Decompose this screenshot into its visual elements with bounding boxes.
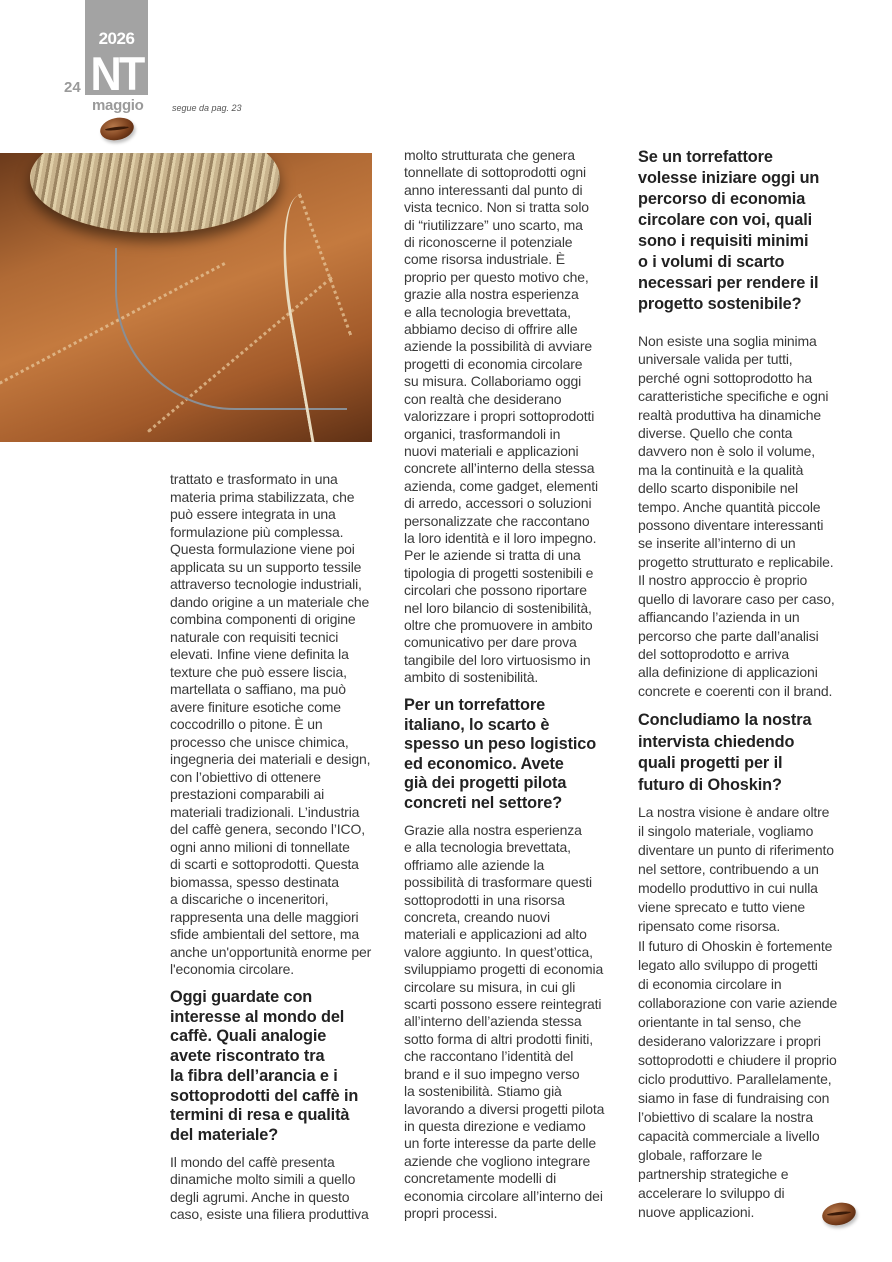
- text-line: valore aggiunto. In quest’ottica,: [404, 943, 593, 960]
- text-line: orientante in tal senso, che: [638, 1014, 802, 1030]
- text-line: grazie alla nostra esperienza: [404, 286, 579, 303]
- text-line: materiali tradizionali. L’industria: [170, 803, 360, 820]
- text-line: di economia circolare in: [638, 976, 782, 992]
- page-number: 24: [64, 79, 81, 96]
- text-line: personalizzate che raccontano: [404, 512, 590, 529]
- text-line: o i volumi di scarto: [638, 253, 785, 271]
- text-line: sviluppiamo progetti di economia: [404, 961, 604, 978]
- col3-body3: [638, 937, 863, 1222]
- text-line: materiali e applicazioni ad alto: [404, 926, 587, 943]
- leather-stitching-photo: [0, 153, 372, 442]
- text-line: ogni anno milioni di tonnellate: [170, 838, 350, 855]
- text-line: concretamente modelli di: [404, 1170, 557, 1187]
- text-line: Il futuro di Ohoskin è fortemente: [638, 938, 833, 954]
- text-line: in questa direzione e vediamo: [404, 1117, 586, 1134]
- text-line: concreti nel settore?: [404, 793, 563, 812]
- text-line: progetto strutturato e replicabile.: [638, 553, 834, 570]
- text-line: volesse iniziare oggi un: [638, 169, 820, 187]
- coffee-bean-icon: [98, 115, 136, 144]
- text-line: azienda, come gadget, elementi: [404, 477, 598, 494]
- text-line: offriamo alle aziende la: [404, 856, 545, 873]
- text-line: circolari che possono riportare: [404, 582, 587, 599]
- text-line: italiano, lo scarto è: [404, 715, 550, 734]
- text-line: un forte interesse da parte delle: [404, 1135, 596, 1152]
- text-line: sfide ambientali del settore, ma: [170, 926, 359, 942]
- text-line: ciclo produttivo. Parallelamente,: [638, 1071, 832, 1087]
- text-line: tempo. Anche quantità piccole: [638, 498, 821, 515]
- text-line: abbiamo deciso di offrire alle: [404, 321, 578, 338]
- text-line: Per le aziende si tratta di una: [404, 547, 581, 564]
- text-line: Il nostro approccio è proprio: [638, 572, 808, 589]
- text-line: sottoprodotti in una risorsa: [404, 891, 565, 908]
- text-line: ingegneria dei materiali e design,: [170, 751, 371, 767]
- text-line: economia circolare all’interno dei: [404, 1187, 603, 1204]
- text-line: sotto forma di altri prodotti finiti,: [404, 1030, 593, 1047]
- text-line: Per un torrefattore: [404, 696, 546, 714]
- text-line: texture che può essere liscia,: [170, 663, 347, 680]
- text-line: affiancando l’azienda in un: [638, 609, 800, 626]
- text-line: naturale con requisiti tecnici: [170, 628, 339, 645]
- text-line: materia prima stabilizzata, che: [170, 488, 355, 505]
- text-line: elevati. Infine viene definita la: [170, 646, 349, 662]
- col2-body1: [404, 147, 629, 687]
- text-line: necessari per rendere il: [638, 274, 819, 292]
- text-line: sottoprodotti e chiudere il proprio: [638, 1052, 837, 1068]
- text-line: valorizzare i propri sottoprodotti: [404, 408, 595, 425]
- text-line: su misura. Collaboriamo oggi: [404, 373, 582, 390]
- col1-body1: [170, 471, 395, 979]
- text-line: ambito di sostenibilità.: [404, 669, 539, 686]
- text-line: formulazione più complessa.: [170, 523, 344, 540]
- text-line: siamo in fase di fundraising con: [638, 1090, 830, 1106]
- text-line: la fibra dell’arancia e i: [170, 1066, 338, 1085]
- text-line: vista tecnico. Non si tratta solo: [404, 199, 589, 216]
- text-line: nuove applicazioni.: [638, 1204, 755, 1220]
- yarn-spool: [30, 153, 280, 233]
- text-line: rappresenta una delle maggiori: [170, 908, 359, 925]
- text-line: ma la continuità e la qualità: [638, 461, 804, 478]
- text-line: la loro identità e il loro impegno.: [404, 529, 597, 546]
- text-line: concrete all’interno della stessa: [404, 460, 595, 477]
- text-line: capacità commerciale a livello: [638, 1128, 820, 1144]
- text-line: l’obiettivo di scalare la nostra: [638, 1109, 813, 1125]
- text-line: caratteristiche specifiche e ogni: [638, 388, 829, 405]
- text-line: modello produttivo in cui nulla: [638, 880, 818, 896]
- text-line: progetti di economia circolare: [404, 355, 583, 372]
- text-line: nuovi materiali e applicazioni: [404, 442, 579, 459]
- text-line: aziende la possibilità di avviare: [404, 338, 593, 355]
- text-line: Non esiste una soglia minima: [638, 333, 817, 349]
- text-line: l'economia circolare.: [170, 961, 295, 977]
- text-line: Il mondo del caffè presenta: [170, 1154, 335, 1170]
- text-line: concrete e coerenti con il brand.: [638, 682, 833, 699]
- text-line: aziende che vogliono integrare: [404, 1152, 591, 1169]
- text-line: Oggi guardate con: [170, 988, 313, 1006]
- col1-body2: [170, 1154, 395, 1223]
- text-line: di scarti e sottoprodotti. Questa: [170, 856, 359, 872]
- text-line: comunicativo per dare prova: [404, 634, 577, 651]
- text-line: diverse. Quello che conta: [638, 425, 793, 442]
- text-line: coccodrillo o pitone. È un: [170, 716, 323, 732]
- text-line: accelerare lo sviluppo di: [638, 1185, 785, 1201]
- text-line: spesso un peso logistico: [404, 735, 597, 754]
- text-line: tipologia di progetti sostenibili e: [404, 564, 594, 581]
- text-line: il singolo materiale, vogliamo: [638, 823, 814, 839]
- text-line: diventare un punto di riferimento: [638, 842, 834, 858]
- text-line: nel loro bilancio di sostenibilità,: [404, 599, 592, 616]
- text-line: oltre che promuovere in ambito: [404, 616, 593, 633]
- text-line: molto strutturata che genera: [404, 147, 575, 163]
- col1-question1: [170, 988, 395, 1146]
- text-line: termini di resa e qualità: [170, 1106, 350, 1125]
- text-line: se inserite all’interno di un: [638, 535, 796, 552]
- col2-body2: [404, 822, 629, 1222]
- text-line: Se un torrefattore: [638, 148, 773, 166]
- text-line: processo che unisce chimica,: [170, 733, 349, 750]
- text-line: che raccontano l’identità del: [404, 1048, 574, 1065]
- text-line: del materiale?: [170, 1125, 279, 1144]
- col3-body1: [638, 332, 863, 700]
- col2-question1: [404, 696, 629, 814]
- text-line: intervista chiedendo: [638, 732, 795, 751]
- text-line: universale valida per tutti,: [638, 351, 793, 368]
- text-line: alla definizione di applicazioni: [638, 664, 818, 681]
- text-line: circolare su misura, in cui gli: [404, 978, 576, 995]
- continued-from-note: segue da pag. 23: [172, 103, 242, 113]
- masthead-year: 2026: [98, 29, 135, 48]
- text-line: martellata o saffiano, ma può: [170, 681, 346, 697]
- text-line: sottoprodotti del caffè in: [170, 1086, 359, 1105]
- text-line: con l’obiettivo di ottenere: [170, 768, 321, 785]
- text-line: dando origine a un materiale che: [170, 593, 370, 610]
- text-line: a discariche o inceneritori,: [170, 891, 329, 907]
- text-line: concreta, creando nuovi: [404, 909, 550, 926]
- text-line: avere finiture esotiche come: [170, 698, 341, 715]
- text-line: caso, esiste una filiera produttiva: [170, 1205, 369, 1222]
- text-line: già dei progetti pilota: [404, 774, 567, 793]
- text-line: del sottoprodotto e arriva: [638, 645, 789, 662]
- text-line: Concludiamo la nostra: [638, 711, 812, 729]
- text-line: interesse al mondo del: [170, 1007, 345, 1026]
- text-line: proprio per questo motivo che,: [404, 268, 589, 285]
- text-line: prestazioni comparabili ai: [170, 786, 325, 802]
- text-line: biomassa, spesso destinata: [170, 873, 339, 890]
- text-line: organici, trasformandoli in: [404, 425, 561, 442]
- col3-question2: [638, 710, 863, 797]
- text-line: ripensato come risorsa.: [638, 918, 781, 934]
- col3-body2: [638, 803, 863, 936]
- text-line: applicata su un supporto tessile: [170, 558, 362, 575]
- text-line: la sostenibilità. Stiamo già: [404, 1083, 562, 1100]
- text-line: globale, rafforzare le: [638, 1147, 763, 1163]
- text-line: trattato e trasformato in una: [170, 471, 338, 487]
- masthead-logo: [85, 0, 148, 100]
- text-line: anche un'opportunità enorme per: [170, 943, 372, 960]
- text-line: lavorando a diversi progetti pilota: [404, 1100, 605, 1117]
- text-line: come risorsa industriale. È: [404, 251, 565, 268]
- text-line: può essere integrata in una: [170, 506, 336, 522]
- text-line: circolare con voi, quali: [638, 211, 813, 229]
- text-line: del caffè genera, secondo l’ICO,: [170, 821, 365, 837]
- col3-question1: [638, 147, 863, 315]
- text-line: caffè. Quali analogie: [170, 1027, 327, 1046]
- text-line: all’interno dell’azienda stessa: [404, 1013, 582, 1030]
- text-line: di arredo, accessori o soluzioni: [404, 495, 592, 512]
- text-line: anno interessanti dal punto di: [404, 181, 583, 198]
- masthead-logo-text: NT: [90, 47, 143, 100]
- text-line: possibilità di trasformare questi: [404, 874, 593, 891]
- text-line: attraverso tecnologie industriali,: [170, 576, 362, 592]
- text-line: quello di lavorare caso per caso,: [638, 590, 835, 607]
- text-line: progetto sostenibile?: [638, 295, 802, 313]
- text-line: collaborazione con varie aziende: [638, 995, 838, 1011]
- text-line: con realtà che desiderano: [404, 390, 562, 407]
- text-line: brand e il suo impegno verso: [404, 1065, 580, 1082]
- text-line: realtà produttiva ha dinamiche: [638, 406, 822, 423]
- text-line: combina componenti di origine: [170, 611, 356, 627]
- text-line: percorso di economia: [638, 190, 806, 208]
- text-line: percorso che parte dall’analisi: [638, 627, 819, 644]
- text-line: desiderano valorizzare i propri: [638, 1033, 821, 1049]
- text-line: propri processi.: [404, 1204, 498, 1221]
- text-line: davvero non è solo il volume,: [638, 443, 815, 460]
- text-line: viene sprecato e tutto viene: [638, 899, 806, 915]
- text-line: sono i requisiti minimi: [638, 232, 809, 250]
- text-line: scarti possono essere reintegrati: [404, 996, 602, 1013]
- text-line: avete riscontrato tra: [170, 1047, 325, 1066]
- text-line: legato allo sviluppo di progetti: [638, 957, 818, 973]
- text-line: Questa formulazione viene poi: [170, 541, 355, 557]
- text-line: di “riutilizzare” uno scarto, ma: [404, 216, 583, 233]
- text-line: partnership strategiche e: [638, 1166, 789, 1182]
- text-line: degli agrumi. Anche in questo: [170, 1188, 350, 1205]
- text-line: dello scarto disponibile nel: [638, 480, 799, 497]
- text-line: di riconoscerne il potenziale: [404, 234, 573, 251]
- text-line: e alla tecnologia brevettata,: [404, 303, 571, 320]
- text-line: futuro di Ohoskin?: [638, 776, 782, 795]
- text-line: perché ogni sottoprodotto ha: [638, 369, 813, 386]
- issue-month: maggio: [92, 97, 144, 114]
- text-line: dinamiche molto simili a quello: [170, 1171, 356, 1188]
- text-line: e alla tecnologia brevettata,: [404, 839, 571, 856]
- text-line: quali progetti per il: [638, 754, 783, 773]
- text-line: Grazie alla nostra esperienza: [404, 822, 582, 838]
- text-line: nel settore, contribuendo a un: [638, 861, 819, 877]
- text-line: tonnellate di sottoprodotti ogni: [404, 164, 586, 181]
- text-line: ed economico. Avete: [404, 754, 564, 773]
- text-line: tangibile del loro virtuosismo in: [404, 651, 591, 668]
- text-line: possono diventare interessanti: [638, 517, 824, 534]
- text-line: La nostra visione è andare oltre: [638, 804, 830, 820]
